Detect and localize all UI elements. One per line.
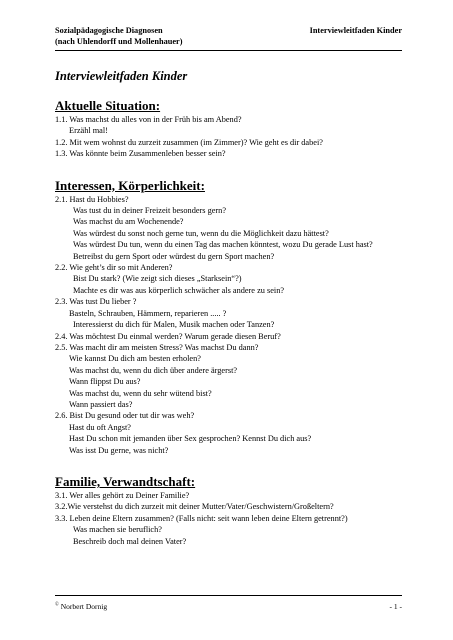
- question-line: Was tust du in deiner Freizeit besonders gern?: [73, 206, 227, 216]
- header-rule: [55, 50, 402, 51]
- question-line: 2.3. Was tust Du lieber ?: [55, 297, 137, 307]
- question-line: Beschreib doch mal deinen Vater?: [73, 536, 187, 546]
- section-heading-familie: Familie, Verwandtschaft:: [55, 473, 196, 489]
- question-line: 2.2. Wie geht’s dir so mit Anderen?: [55, 263, 173, 273]
- question-line: Was isst Du gerne, was nicht?: [69, 445, 169, 455]
- question-line: 1.1. Was machst du alles von in der Früh bis am Abend?: [55, 115, 242, 124]
- question-line: 1.3. Was könnte beim Zusammenleben besser sein?: [55, 149, 226, 159]
- header-right: Interviewleitfaden Kinder: [309, 26, 402, 35]
- section-interessen: [55, 194, 405, 456]
- document-body: [55, 62, 405, 547]
- document-title: Interviewleitfaden Kinder: [55, 69, 188, 83]
- question-line: Betreibst du gern Sport oder würdest du gern Sport machen?: [73, 251, 275, 261]
- question-line: Hast du oft Angst?: [69, 422, 131, 432]
- question-line: Wie kannst Du dich am besten erholen?: [69, 354, 201, 364]
- question-line: Wann flippst Du aus?: [69, 377, 141, 387]
- question-line: 2.1. Hast du Hobbies?: [55, 194, 129, 204]
- question-line: Bist Du stark? (Wie zeigt sich dieses „Starksein“?): [73, 274, 242, 284]
- question-line: 2.4. Was möchtest Du einmal werden? Warum gerade diesen Beruf?: [55, 331, 281, 341]
- question-line: Was machst du, wenn du sehr wütend bist?: [69, 388, 212, 398]
- question-line: 3.3. Leben deine Eltern zusammen? (Falls nicht: seit wann leben deine Eltern getrennt?): [55, 513, 348, 523]
- question-line: Basteln, Schrauben, Hämmern, reparieren ..... ?: [69, 308, 227, 318]
- page-number: - 1 -: [389, 602, 402, 611]
- section-heading-aktuelle-situation: Aktuelle Situation:: [55, 98, 161, 113]
- section-heading-interessen: Interessen, Körperlichkeit:: [55, 177, 205, 193]
- question-line: Wann passiert das?: [69, 399, 133, 409]
- question-line: Was machen sie beruflich?: [73, 525, 162, 535]
- question-line: 3.1. Wer alles gehört zu Deiner Familie?: [55, 490, 190, 500]
- question-line: Erzähl mal!: [69, 126, 108, 136]
- section-aktuelle-situation: [55, 114, 405, 160]
- question-line: 2.5. Was macht dir am meisten Stress? Was machst Du dann?: [55, 342, 259, 352]
- question-line: 1.2. Mit wem wohnst du zurzeit zusammen (im Zimmer)? Wie geht es dir dabei?: [55, 137, 323, 147]
- question-line: 3.2.Wie verstehst du dich zurzeit mit deiner Mutter/Vater/Geschwistern/Großeltern?: [55, 502, 334, 512]
- author-name: Norbert Dornig: [60, 602, 108, 611]
- footer-rule: [55, 595, 402, 596]
- question-line: Was würdest Du tun, wenn du einen Tag das machen könntest, wozu Du gerade Lust hast?: [73, 240, 373, 250]
- question-line: Was machst du am Wochenende?: [73, 217, 184, 227]
- question-line: 2.6. Bist Du gesund oder tut dir was weh?: [55, 411, 195, 421]
- header-left-line2: (nach Uhlendorff und Mollenhauer): [55, 37, 183, 46]
- footer-author: [55, 602, 107, 611]
- question-line: Machte es dir was aus körperlich schwächer als andere zu sein?: [73, 285, 285, 295]
- question-line: Was würdest du sonst noch gerne tun, wenn du die Möglichkeit dazu hättest?: [73, 228, 329, 238]
- section-familie: [55, 490, 405, 547]
- copyright-symbol: ©: [55, 602, 59, 608]
- question-line: Was machst du, wenn du dich über andere ärgerst?: [69, 365, 238, 375]
- question-line: Hast Du schon mit jemanden über Sex gesprochen? Kennst Du dich aus?: [69, 434, 312, 444]
- header-left: [55, 25, 182, 47]
- question-line: Interessierst du dich für Malen, Musik machen oder Tanzen?: [73, 320, 275, 330]
- header-left-line1: Sozialpädagogische Diagnosen: [55, 26, 163, 35]
